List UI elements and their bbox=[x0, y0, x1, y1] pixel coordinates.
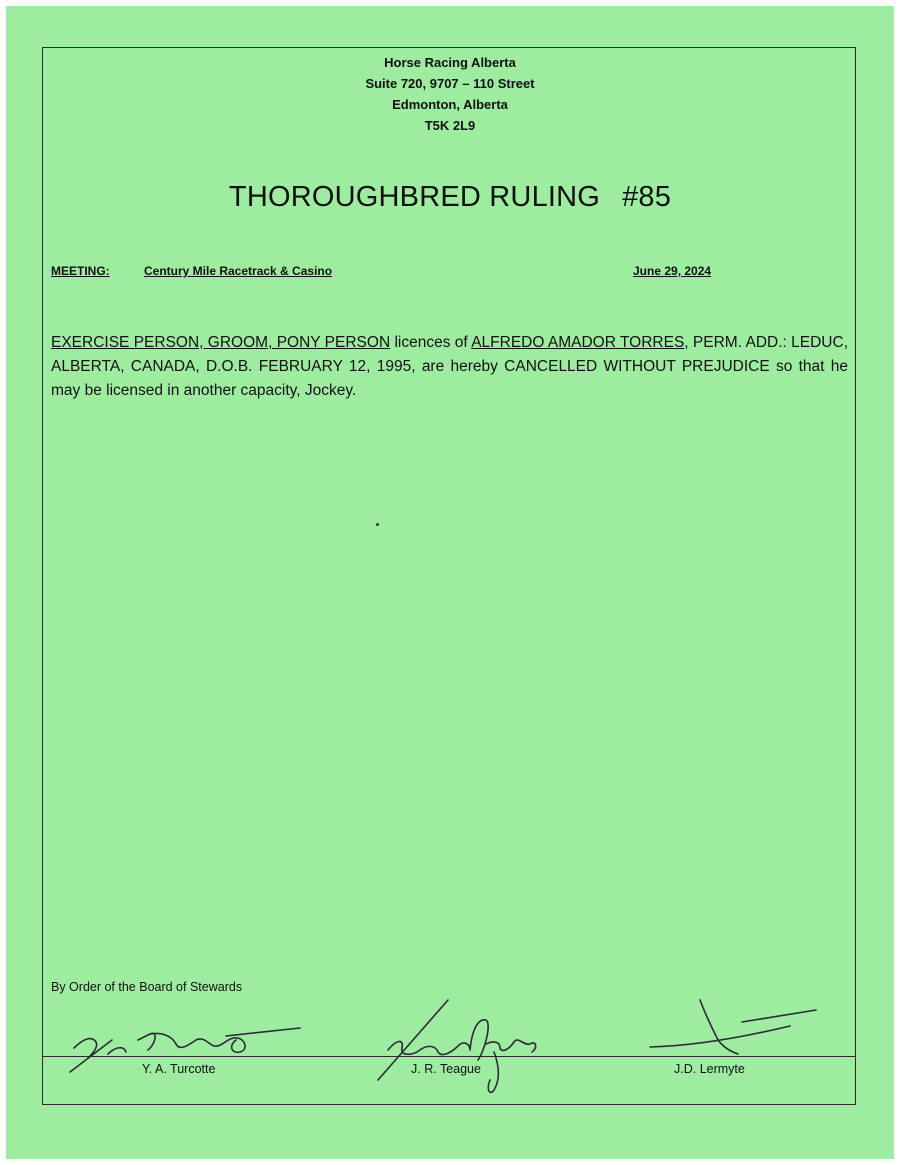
steward-name-teague: J. R. Teague bbox=[411, 1062, 481, 1076]
licensee-name: ALFREDO AMADOR TORRES bbox=[471, 334, 685, 351]
ruling-text-part1: licences of bbox=[390, 334, 472, 351]
board-order-text: By Order of the Board of Stewards bbox=[51, 980, 243, 994]
meeting-label: MEETING: bbox=[51, 264, 110, 278]
signature-line bbox=[42, 1056, 856, 1057]
licence-types: EXERCISE PERSON, GROOM, PONY PERSON bbox=[51, 334, 391, 351]
org-address-line2: Edmonton, Alberta bbox=[392, 97, 508, 112]
ruling-title bbox=[0, 181, 900, 214]
ruling-number: #85 bbox=[622, 181, 672, 213]
steward-name-turcotte: Y. A. Turcotte bbox=[142, 1062, 216, 1076]
ruling-text-part2: , PERM. ADD.: LEDUC, ALBERTA, CANADA, D.O.B. FEBRUARY 12, 1995, are hereby CANCELLED WITHOUT PREJUDICE so that he may be licensed in another capacity, Jockey. bbox=[51, 334, 849, 399]
ruling-title-text: THOROUGHBRED RULING bbox=[228, 181, 601, 213]
org-address-line1: Suite 720, 9707 – 110 Street bbox=[365, 76, 535, 91]
org-name: Horse Racing Alberta bbox=[384, 55, 516, 70]
ruling-body bbox=[51, 331, 848, 403]
meeting-date: June 29, 2024 bbox=[633, 264, 712, 278]
letterhead bbox=[0, 52, 900, 136]
meeting-venue: Century Mile Racetrack & Casino bbox=[144, 264, 333, 278]
paper-speck bbox=[376, 523, 379, 526]
steward-name-lermyte: J.D. Lermyte bbox=[674, 1062, 745, 1076]
org-postal-code: T5K 2L9 bbox=[424, 118, 476, 133]
